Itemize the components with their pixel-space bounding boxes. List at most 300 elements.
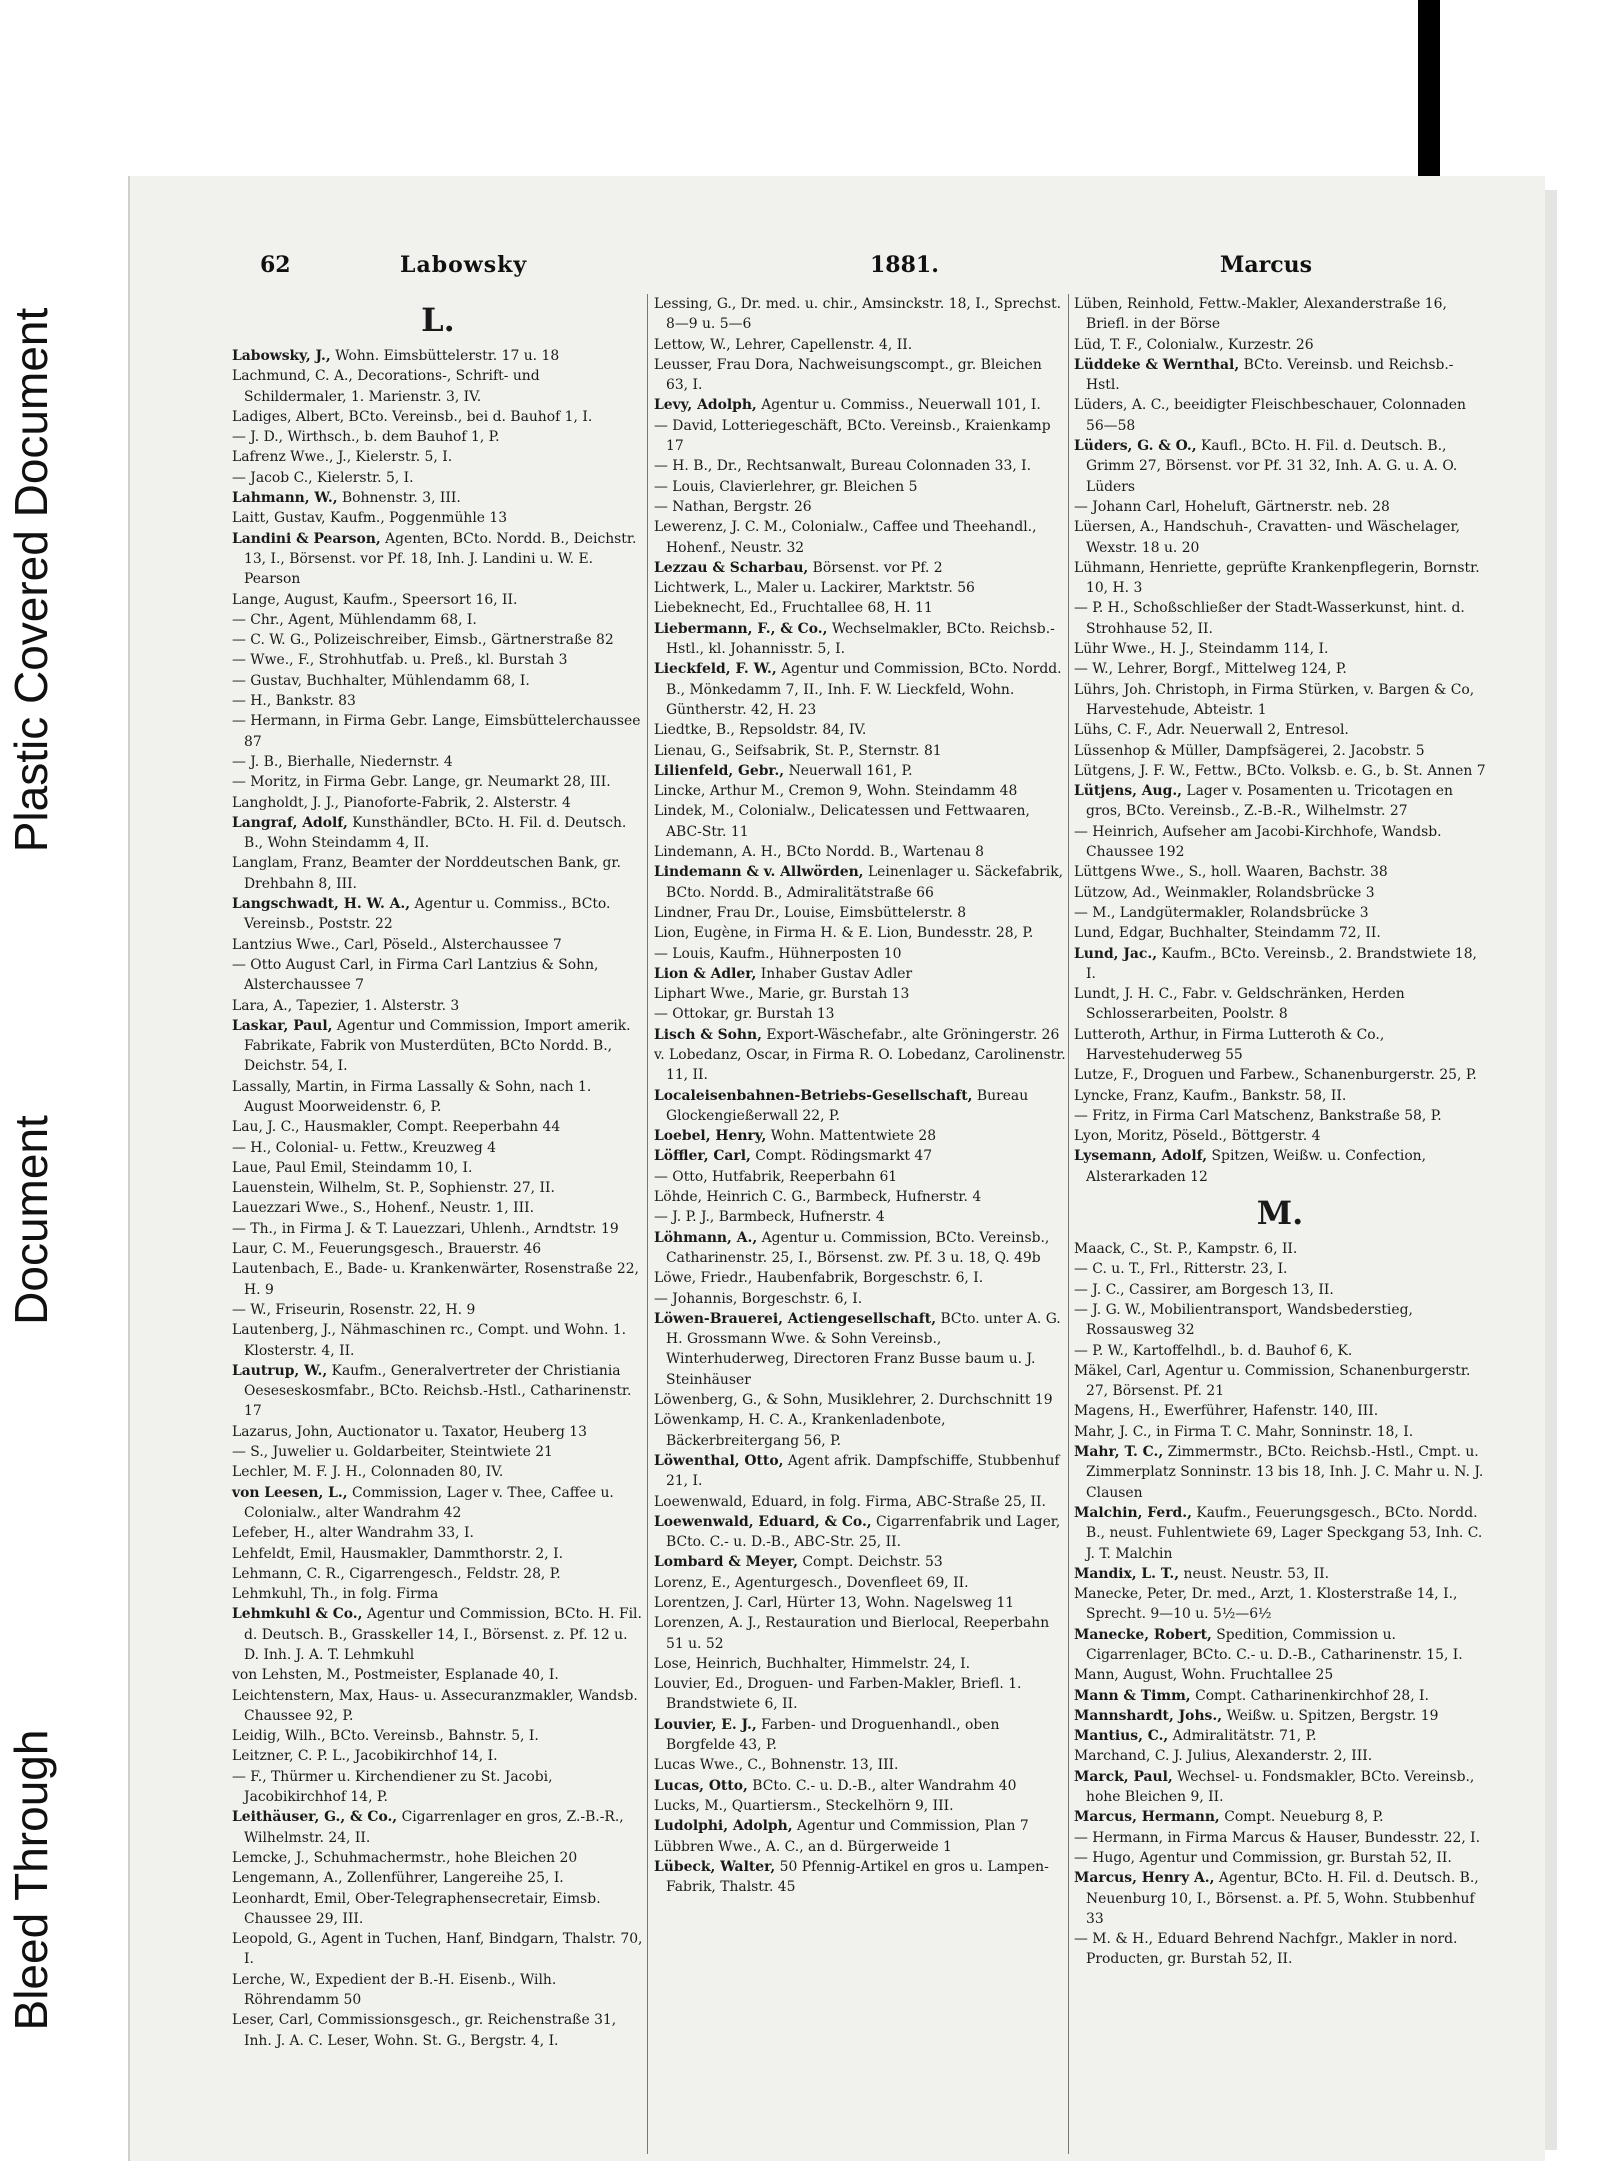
directory-entry xyxy=(654,1512,1066,1553)
directory-entry xyxy=(1074,1665,1486,1685)
directory-entry xyxy=(232,488,644,508)
entry-name: von Leesen, L., xyxy=(232,1484,348,1501)
directory-entry xyxy=(232,1665,644,1685)
entry-text: — Hermann, in Firma Marcus & Hauser, Bundesstr. 22, I. xyxy=(1074,1829,1481,1846)
entry-name: Lindemann & v. Allwörden, xyxy=(654,864,864,881)
entry-text: — Otto, Hutfabrik, Reeperbahn 61 xyxy=(654,1168,898,1185)
entry-text: BCto. C.- u. D.-B., alter Wandrahm 40 xyxy=(752,1777,1017,1794)
directory-entry xyxy=(232,935,644,955)
entry-text: Laur, C. M., Feuerungsgesch., Brauerstr. 46 xyxy=(232,1241,542,1258)
entry-text: Lachmund, C. A., Decorations-, Schrift- und Schildermaler, 1. Marienstr. 3, IV. xyxy=(232,368,540,405)
directory-entry xyxy=(1074,1503,1486,1564)
directory-entry xyxy=(232,1219,644,1239)
entry-name: Lilienfeld, Gebr., xyxy=(654,762,785,779)
directory-entry xyxy=(1074,1239,1486,1259)
entry-text: Agentur u. Commission, BCto. Vereinsb., Catharinenstr. 25, I., Börsenst. zw. Pf. 3 u. 18, Q. 49b xyxy=(666,1229,1050,1266)
entry-text: Agentur und Commission, BCto. H. Fil. d. Deutsch. B., Grasskeller 14, I., Börsenst. z. Pf. 12 u. D. Inh. J. A. T. Lehmkuhl xyxy=(244,1606,642,1663)
entry-text: Leitzner, C. P. L., Jacobikirchhof 14, I. xyxy=(232,1748,498,1765)
directory-entry xyxy=(232,590,644,610)
entry-name: Lund, Jac., xyxy=(1074,945,1158,962)
entry-text: Lützow, Ad., Weinmakler, Rolandsbrücke 3 xyxy=(1074,884,1375,901)
column-divider xyxy=(647,294,648,2154)
entry-text: — Moritz, in Firma Gebr. Lange, gr. Neumarkt 28, III. xyxy=(232,774,611,791)
directory-entry xyxy=(654,1613,1066,1654)
directory-entry xyxy=(654,842,1066,862)
directory-entry xyxy=(232,508,644,528)
entry-text: — Hugo, Agentur und Commission, gr. Burstah 52, II. xyxy=(1074,1849,1452,1866)
directory-entry xyxy=(654,1228,1066,1269)
entry-text: Spedition, Commission u. Cigarrenlager, BCto. C.- u. D.-B., Catharinenstr. 15, I. xyxy=(1086,1626,1463,1663)
entry-text: Admiralitätstr. 71, P. xyxy=(1172,1728,1317,1745)
entry-text: Leinenlager u. Säckefabrik, BCto. Nordd. B., Admiralitätstraße 66 xyxy=(666,864,1064,901)
entry-text: — H., Colonial- u. Fettw., Kreuzweg 4 xyxy=(232,1139,496,1156)
directory-entry xyxy=(232,1807,644,1848)
directory-entry xyxy=(232,1300,644,1320)
entry-text: Lüben, Reinhold, Fettw.-Makler, Alexanderstraße 16, Briefl. in der Börse xyxy=(1074,296,1447,333)
directory-entry xyxy=(1074,1280,1486,1300)
entry-text: — Hermann, in Firma Gebr. Lange, Eimsbüttelerchaussee 87 xyxy=(232,713,641,750)
directory-entry xyxy=(1074,598,1486,639)
directory-entry xyxy=(654,984,1066,1004)
entry-text: — Otto August Carl, in Firma Carl Lantzius & Sohn, Alsterchaussee 7 xyxy=(232,956,599,994)
entry-text: Lühr Wwe., H. J., Steindamm 114, I. xyxy=(1074,641,1329,658)
directory-entry xyxy=(654,1146,1066,1166)
entry-text: Laue, Paul Emil, Steindamm 10, I. xyxy=(232,1159,473,1176)
entry-text: Lutteroth, Arthur, in Firma Lutteroth & Co., Harvestehuderweg 55 xyxy=(1074,1026,1385,1063)
entry-name: Lahmann, W., xyxy=(232,490,338,507)
plastic-covered-document-label: Plastic Covered Document xyxy=(5,307,57,853)
directory-entry xyxy=(1074,883,1486,903)
directory-entry xyxy=(232,955,644,996)
entry-text: Commission, Lager v. Thee, Caffee u. Colonialw., alter Wandrahm 42 xyxy=(244,1484,614,1521)
directory-entry xyxy=(232,1767,644,1808)
directory-entry xyxy=(232,1889,644,1930)
directory-entry xyxy=(654,801,1066,842)
directory-entry xyxy=(232,1016,644,1077)
entry-name: Mahr, T. C., xyxy=(1074,1444,1164,1461)
entry-text: Lehfeldt, Emil, Hausmakler, Dammthorstr. 2, I. xyxy=(232,1545,563,1562)
directory-entry xyxy=(232,1442,644,1462)
entry-text: Lindemann, A. H., BCto Nordd. B., Wartenau 8 xyxy=(654,844,985,861)
entry-text: Lichtwerk, L., Maler u. Lackirer, Marktstr. 56 xyxy=(654,580,975,597)
entry-text: Lau, J. C., Hausmakler, Compt. Reeperbahn 44 xyxy=(232,1119,561,1136)
column-divider xyxy=(1068,294,1069,2154)
entry-name: Levy, Adolph, xyxy=(654,397,757,414)
entry-text: Liedtke, B., Repsoldstr. 84, IV. xyxy=(654,722,867,739)
directory-entry xyxy=(1074,984,1486,1025)
directory-entry xyxy=(654,1309,1066,1390)
entry-text: Lüersen, A., Handschuh-, Cravatten- und Wäschelager, Wexstr. 18 u. 20 xyxy=(1074,519,1461,556)
entry-text: — J. C., Cassirer, am Borgesch 13, II. xyxy=(1074,1281,1334,1298)
entry-name: Lysemann, Adolf, xyxy=(1074,1148,1208,1165)
directory-entry xyxy=(232,752,644,772)
directory-entry xyxy=(654,1796,1066,1816)
entry-text: Ladiges, Albert, BCto. Vereinsb., bei d. Bauhof 1, I. xyxy=(232,408,593,425)
entry-text: — S., Juwelier u. Goldarbeiter, Steintwiete 21 xyxy=(232,1444,553,1461)
entry-name: Louvier, E. J., xyxy=(654,1716,757,1733)
directory-entry xyxy=(654,761,1066,781)
entry-text: Liebeknecht, Ed., Fruchtallee 68, H. 11 xyxy=(654,600,933,617)
directory-entry xyxy=(1074,822,1486,863)
directory-entry xyxy=(232,691,644,711)
directory-entry xyxy=(1074,761,1486,781)
entry-text: — Louis, Clavierlehrer, gr. Bleichen 5 xyxy=(654,478,918,495)
entry-text: Agentur und Commission, Import amerik. Fabrikate, Fabrik von Musterdüten, BCto Nordd. B., Deichstr. 54, I. xyxy=(244,1017,631,1075)
directory-entry xyxy=(232,427,644,447)
column-right xyxy=(1074,294,1486,1970)
directory-entry xyxy=(232,853,644,894)
entry-text: Lüttgens Wwe., S., holl. Waaren, Bachstr. 38 xyxy=(1074,864,1388,881)
directory-entry xyxy=(654,1126,1066,1146)
entry-text: Lüssenhop & Müller, Dampfsägerei, 2. Jacobstr. 5 xyxy=(1074,742,1425,759)
entry-text: Compt. Rödingsmarkt 47 xyxy=(755,1148,933,1165)
entry-text: Cigarrenfabrik und Lager, BCto. C.- u. D.-B., ABC-Str. 25, II. xyxy=(666,1513,1061,1551)
directory-entry xyxy=(654,1715,1066,1756)
entry-name: Mantius, C., xyxy=(1074,1728,1169,1745)
directory-entry xyxy=(1074,1259,1486,1279)
entry-text: Lundt, J. H. C., Fabr. v. Geldschränken, Herden Schlosserarbeiten, Poolstr. 8 xyxy=(1074,986,1405,1023)
directory-entry xyxy=(232,468,644,488)
directory-entry xyxy=(1074,1807,1486,1827)
directory-entry xyxy=(1074,659,1486,679)
entry-text: Bureau Glockengießerwall 22, P. xyxy=(666,1087,1029,1124)
entry-text: Manecke, Peter, Dr. med., Arzt, 1. Klosterstraße 14, I., Sprecht. 9—10 u. 5½—6½ xyxy=(1074,1586,1458,1623)
entry-name: Lion & Adler, xyxy=(654,965,757,982)
entry-name: Lisch & Sohn, xyxy=(654,1026,762,1043)
directory-entry xyxy=(232,772,644,792)
directory-entry xyxy=(654,923,1066,943)
directory-entry xyxy=(1074,1929,1486,1970)
directory-entry xyxy=(1074,1025,1486,1066)
entry-name: Localeisenbahnen-Betriebs-Gesellschaft, xyxy=(654,1087,973,1104)
directory-entry xyxy=(654,720,1066,740)
entry-name: Lombard & Meyer, xyxy=(654,1554,798,1571)
entry-text: — J. B., Bierhalle, Niedernstr. 4 xyxy=(232,753,453,770)
directory-entry xyxy=(232,1158,644,1178)
entry-text: Lemcke, J., Schuhmachermstr., hohe Bleichen 20 xyxy=(232,1849,578,1866)
directory-entry xyxy=(232,610,644,630)
entry-text: Löhde, Heinrich C. G., Barmbeck, Hufnerstr. 4 xyxy=(654,1189,982,1206)
directory-entry xyxy=(232,1604,644,1665)
entry-text: Lafrenz Wwe., J., Kielerstr. 5, I. xyxy=(232,449,453,466)
entry-text: Lefeber, H., alter Wandrahm 33, I. xyxy=(232,1525,474,1542)
entry-text: Lantzius Wwe., Carl, Pöseld., Alsterchaussee 7 xyxy=(232,936,562,953)
directory-entry xyxy=(1074,1086,1486,1106)
entry-name: Marcus, Hermann, xyxy=(1074,1809,1220,1826)
directory-entry xyxy=(232,1138,644,1158)
entry-text: — Heinrich, Aufseher am Jacobi-Kirchhofe, Wandsb. Chaussee 192 xyxy=(1074,823,1442,861)
directory-entry xyxy=(654,1776,1066,1796)
directory-entry xyxy=(654,558,1066,578)
entry-name: Mann & Timm, xyxy=(1074,1687,1191,1704)
directory-entry xyxy=(1074,903,1486,923)
entry-text: Loewenwald, Eduard, in folg. Firma, ABC-Straße 25, II. xyxy=(654,1493,1046,1510)
entry-text: Maack, C., St. P., Kampstr. 6, II. xyxy=(1074,1241,1298,1258)
entry-text: Lettow, W., Lehrer, Capellenstr. 4, II. xyxy=(654,336,913,353)
directory-entry xyxy=(1074,1706,1486,1726)
directory-entry xyxy=(232,447,644,467)
directory-entry xyxy=(654,1390,1066,1410)
directory-entry xyxy=(232,1746,644,1766)
entry-text: Agentur und Commission, BCto. Nordd. B., Mönkedamm 7, II., Inh. F. W. Lieckfeld, Wohn. Güntherstr. 42, H. 23 xyxy=(666,661,1062,718)
entry-name: Löhmann, A., xyxy=(654,1229,758,1246)
directory-entry xyxy=(232,1178,644,1198)
entry-text: Lüders, A. C., beeidigter Fleischbeschauer, Colonnaden 56—58 xyxy=(1074,397,1466,434)
directory-entry xyxy=(1074,1442,1486,1503)
entry-text: Lion, Eugène, in Firma H. & E. Lion, Bundesstr. 28, P. xyxy=(654,925,1034,942)
directory-entry xyxy=(232,1361,644,1422)
entry-text: — Ottokar, gr. Burstah 13 xyxy=(654,1006,835,1023)
entry-text: Mahr, J. C., in Firma T. C. Mahr, Sonninstr. 18, I. xyxy=(1074,1423,1414,1440)
directory-entry xyxy=(654,497,1066,517)
directory-entry xyxy=(1074,1422,1486,1442)
directory-entry xyxy=(232,1462,644,1482)
directory-entry xyxy=(654,1167,1066,1187)
entry-text: Agenten, BCto. Nordd. B., Deichstr. 13, I., Börsenst. vor Pf. 18, Inh. J. Landini u. W. E. Pearson xyxy=(244,530,637,588)
entry-text: Lienau, G., Seifsabrik, St. P., Sternstr. 81 xyxy=(654,742,942,759)
entry-text: Wechsel- u. Fondsmakler, BCto. Vereinsb., hohe Bleichen 9, II. xyxy=(1086,1768,1475,1806)
directory-entry xyxy=(232,1422,644,1442)
directory-entry xyxy=(654,1004,1066,1024)
directory-entry xyxy=(1074,395,1486,436)
entry-text: Lazarus, John, Auctionator u. Taxator, Heuberg 13 xyxy=(232,1423,587,1440)
directory-entry xyxy=(654,659,1066,720)
directory-entry xyxy=(232,1686,644,1727)
entry-text: Kaufm., BCto. Vereinsb., 2. Brandstwiete 18, I. xyxy=(1086,945,1477,982)
entry-text: Lucks, M., Quartiersm., Steckelhörn 9, III. xyxy=(654,1797,954,1814)
entry-text: Lara, A., Tapezier, 1. Alsterstr. 3 xyxy=(232,997,460,1014)
entry-text: — H. B., Dr., Rechtsanwalt, Bureau Colonnaden 33, I. xyxy=(654,458,1032,475)
entry-name: Malchin, Ferd., xyxy=(1074,1504,1192,1521)
directory-entry xyxy=(1074,1065,1486,1085)
entry-text: Lütgens, J. F. W., Fettw., BCto. Volksb. e. G., b. St. Annen 7 xyxy=(1074,762,1486,779)
header-right-word: Marcus xyxy=(1220,252,1312,278)
entry-text: Lehmann, C. R., Cigarrengesch., Feldstr. 28, P. xyxy=(232,1565,561,1582)
document-label: Document xyxy=(5,1115,57,1325)
directory-entry xyxy=(232,1970,644,2011)
entry-text: Wohn. Mattentwiete 28 xyxy=(770,1128,937,1145)
entry-text: Lassally, Martin, in Firma Lassally & Sohn, nach 1. August Moorweidenstr. 6, P. xyxy=(232,1078,592,1115)
entry-name: Loewenwald, Eduard, & Co., xyxy=(654,1513,872,1530)
section-letter: L. xyxy=(421,301,455,339)
directory-entry xyxy=(654,1045,1066,1086)
entry-text: Laitt, Gustav, Kaufm., Poggenmühle 13 xyxy=(232,510,508,527)
directory-entry xyxy=(1074,497,1486,517)
entry-text: Kunsthändler, BCto. H. Fil. d. Deutsch. B., Wohn Steindamm 4, II. xyxy=(244,814,627,852)
page-number: 62 xyxy=(260,252,291,278)
entry-text: Lauenstein, Wilhelm, St. P., Sophienstr. 27, II. xyxy=(232,1180,555,1197)
entry-text: — Johann Carl, Hoheluft, Gärtnerstr. neb. 28 xyxy=(1074,498,1390,515)
directory-entry xyxy=(654,1654,1066,1674)
entry-text: Bohnenstr. 3, III. xyxy=(341,490,461,507)
directory-entry xyxy=(654,1755,1066,1775)
entry-text: — P. W., Kartoffelhdl., b. d. Bauhof 6, K. xyxy=(1074,1342,1353,1359)
directory-entry xyxy=(232,813,644,854)
directory-entry xyxy=(232,996,644,1016)
header-year: 1881. xyxy=(870,252,939,278)
entry-name: Marcus, Henry A., xyxy=(1074,1870,1215,1887)
entry-text: — Th., in Firma J. & T. Lauezzari, Uhlenh., Arndtstr. 19 xyxy=(232,1220,619,1237)
entry-text: Mäkel, Carl, Agentur u. Commission, Schanenburgerstr. 27, Börsenst. Pf. 21 xyxy=(1074,1362,1471,1400)
entry-text: Wechselmakler, BCto. Reichsb.-Hstl., kl. Johannisstr. 5, I. xyxy=(666,620,1055,658)
entry-text: neust. Neustr. 53, II. xyxy=(1183,1565,1330,1582)
directory-entry xyxy=(654,416,1066,457)
header-left-word: Labowsky xyxy=(400,252,528,278)
directory-entry xyxy=(1074,1767,1486,1808)
directory-entry xyxy=(654,741,1066,761)
entry-name: Mannshardt, Johs., xyxy=(1074,1707,1223,1724)
entry-text: Leopold, G., Agent in Tuchen, Hanf, Bindgarn, Thalstr. 70, I. xyxy=(232,1931,643,1968)
entry-text: Lindek, M., Colonialw., Delicatessen und Fettwaaren, ABC-Str. 11 xyxy=(654,803,1030,840)
directory-entry xyxy=(654,1816,1066,1836)
directory-entry xyxy=(1074,558,1486,599)
directory-entry xyxy=(1074,680,1486,721)
entry-name: Löwenthal, Otto, xyxy=(654,1452,784,1469)
entry-text: Louvier, Ed., Droguen- und Farben-Makler, Briefl. 1. Brandstwiete 6, II. xyxy=(654,1676,1022,1713)
directory-entry xyxy=(232,1726,644,1746)
entry-text: Löwenkamp, H. C. A., Krankenladenbote, Bäckerbreitergang 56, P. xyxy=(654,1412,946,1449)
entry-text: Lühmann, Henriette, geprüfte Krankenpflegerin, Bornstr. 10, H. 3 xyxy=(1074,559,1480,597)
entry-name: Löffler, Carl, xyxy=(654,1148,751,1165)
directory-entry xyxy=(654,355,1066,396)
directory-entry xyxy=(654,1025,1066,1045)
entry-text: Lorentzen, J. Carl, Hürter 13, Wohn. Nagelsweg 11 xyxy=(654,1595,1015,1611)
entry-text: Börsenst. vor Pf. 2 xyxy=(812,559,943,576)
directory-entry xyxy=(232,366,644,407)
entry-name: Lieckfeld, F. W., xyxy=(654,661,777,678)
entry-name: Lautrup, W., xyxy=(232,1362,328,1379)
entry-text: — W., Lehrer, Borgf., Mittelweg 124, P. xyxy=(1074,661,1347,678)
directory-entry xyxy=(232,1198,644,1218)
directory-entry xyxy=(1074,781,1486,822)
directory-entry xyxy=(232,2010,644,2051)
directory-entry xyxy=(232,407,644,427)
directory-entry xyxy=(654,335,1066,355)
directory-entry xyxy=(654,1674,1066,1715)
directory-entry xyxy=(1074,1868,1486,1929)
entry-text: — Wwe., F., Strohhutfab. u. Preß., kl. Burstah 3 xyxy=(232,652,568,669)
entry-text: Mann, August, Wohn. Fruchtallee 25 xyxy=(1074,1667,1334,1684)
directory-entry xyxy=(232,1523,644,1543)
directory-entry xyxy=(1074,1746,1486,1766)
entry-text: Lund, Edgar, Buchhalter, Steindamm 72, II. xyxy=(1074,925,1381,942)
entry-text: — C. u. T., Frl., Ritterstr. 23, I. xyxy=(1074,1261,1288,1278)
entry-text: Leser, Carl, Commissionsgesch., gr. Reichenstraße 31, Inh. J. A. C. Leser, Wohn. St. G., Bergstr. 4, I. xyxy=(232,2012,617,2049)
directory-entry xyxy=(232,711,644,752)
entry-text: Leonhardt, Emil, Ober-Telegraphensecretair, Eimsb. Chaussee 29, III. xyxy=(232,1890,601,1927)
directory-entry xyxy=(1074,1106,1486,1126)
entry-name: Leithäuser, G., & Co., xyxy=(232,1809,398,1826)
entry-text: Wohn. Eimsbüttelerstr. 17 u. 18 xyxy=(335,348,560,364)
directory-entry xyxy=(654,903,1066,923)
directory-entry xyxy=(1074,944,1486,985)
directory-entry xyxy=(1074,1848,1486,1868)
directory-entry xyxy=(1074,1686,1486,1706)
directory-entry xyxy=(654,1451,1066,1492)
directory-entry xyxy=(1074,1126,1486,1146)
entry-text: — Gustav, Buchhalter, Mühlendamm 68, I. xyxy=(232,672,530,689)
entry-text: Magens, H., Ewerführer, Hafenstr. 140, III. xyxy=(1074,1403,1379,1420)
page-header xyxy=(130,176,1545,276)
entry-text: Löwe, Friedr., Haubenfabrik, Borgeschstr. 6, I. xyxy=(654,1270,984,1287)
entry-text: — J. D., Wirthsch., b. dem Bauhof 1, P. xyxy=(232,429,500,446)
entry-text: Lüd, T. F., Colonialw., Kurzestr. 26 xyxy=(1074,336,1314,353)
directory-entry xyxy=(654,456,1066,476)
entry-text: — F., Thürmer u. Kirchendiener zu St. Jacobi, Jacobikirchhof 14, P. xyxy=(232,1768,553,1806)
directory-entry xyxy=(654,1492,1066,1512)
entry-text: Weißw. u. Spitzen, Bergstr. 19 xyxy=(1226,1707,1439,1724)
top-edge-marker xyxy=(1418,0,1440,176)
entry-text: — W., Friseurin, Rosenstr. 22, H. 9 xyxy=(232,1301,476,1318)
entry-text: Lorenz, E., Agenturgesch., Dovenfleet 69, II. xyxy=(654,1574,969,1591)
entry-text: — M. & H., Eduard Behrend Nachfgr., Makler in nord. Producten, gr. Burstah 52, II. xyxy=(1074,1931,1458,1968)
entry-text: Lerche, W., Expedient der B.-H. Eisenb., Wilh. Röhrendamm 50 xyxy=(232,1971,557,2009)
entry-text: BCto. Vereinsb. und Reichsb.-Hstl. xyxy=(1086,356,1454,394)
directory-entry xyxy=(654,598,1066,618)
directory-entry xyxy=(232,793,644,813)
entry-text: — Johannis, Borgeschstr. 6, I. xyxy=(654,1290,863,1307)
directory-entry xyxy=(654,578,1066,598)
entry-name: Laskar, Paul, xyxy=(232,1017,333,1034)
directory-entry xyxy=(654,781,1066,801)
entry-name: Lucas, Otto, xyxy=(654,1777,748,1794)
directory-entry xyxy=(654,1410,1066,1451)
entry-text: Lindner, Frau Dr., Louise, Eimsbüttelerstr. 8 xyxy=(654,904,967,921)
directory-entry xyxy=(654,1857,1066,1898)
directory-entry xyxy=(232,1239,644,1259)
entry-text: — C. W. G., Polizeischreiber, Eimsb., Gärtnerstraße 82 xyxy=(232,632,614,649)
directory-entry xyxy=(654,1187,1066,1207)
entry-text: — Jacob C., Kielerstr. 5, I. xyxy=(232,469,414,486)
entry-text: Agentur u. Commiss., BCto. Vereinsb., Poststr. 22 xyxy=(244,896,611,933)
directory-entry xyxy=(654,1593,1066,1613)
directory-entry xyxy=(232,630,644,650)
directory-entry xyxy=(1074,1584,1486,1625)
entry-text: Langlam, Franz, Beamter der Norddeutschen Bank, gr. Drehbahn 8, III. xyxy=(232,855,621,892)
entry-text: Lühs, C. F., Adr. Neuerwall 2, Entresol. xyxy=(1074,722,1349,739)
entry-text: — Chr., Agent, Mühlendamm 68, I. xyxy=(232,611,477,628)
entry-name: Lüders, G. & O., xyxy=(1074,438,1197,455)
entry-text: Neuerwall 161, P. xyxy=(788,762,913,779)
entry-text: Lyon, Moritz, Pöseld., Böttgerstr. 4 xyxy=(1074,1128,1321,1145)
entry-name: Langraf, Adolf, xyxy=(232,814,348,831)
directory-entry xyxy=(232,1564,644,1584)
entry-text: Lübbren Wwe., A. C., an d. Bürgerweide 1 xyxy=(654,1838,952,1855)
directory-entry xyxy=(232,1077,644,1118)
entry-text: Lager v. Posamenten u. Tricotagen en gros, BCto. Vereinsb., Z.-B.-R., Wilhelmstr. 27 xyxy=(1086,783,1453,820)
directory-entry xyxy=(654,1268,1066,1288)
entry-text: — Nathan, Bergstr. 26 xyxy=(654,498,812,515)
entry-text: Lyncke, Franz, Kaufm., Bankstr. 58, II. xyxy=(1074,1087,1347,1104)
directory-entry xyxy=(1074,436,1486,497)
directory-entry xyxy=(232,1848,644,1868)
directory-entry xyxy=(1074,720,1486,740)
entry-text: Lautenbach, E., Bade- u. Krankenwärter, Rosenstraße 22, H. 9 xyxy=(232,1261,639,1298)
directory-entry xyxy=(1074,639,1486,659)
directory-entry xyxy=(1074,335,1486,355)
entry-name: Loebel, Henry, xyxy=(654,1128,767,1145)
entry-name: Lübeck, Walter, xyxy=(654,1858,776,1875)
entry-text: Agentur u. Commiss., Neuerwall 101, I. xyxy=(761,397,1041,414)
column-middle xyxy=(654,294,1066,1897)
entry-text: Lautenberg, J., Nähmaschinen rc., Compt. und Wohn. 1. Klosterstr. 4, II. xyxy=(232,1322,627,1359)
directory-entry xyxy=(1074,1564,1486,1584)
entry-text: BCto. unter A. G. H. Grossmann Wwe. & Sohn Vereinsb., Winterhuderweg, Directoren Franz Busse baum u. J. Steinhäuser xyxy=(666,1310,1061,1388)
directory-entry xyxy=(232,894,644,935)
entry-text: — M., Landgütermakler, Rolandsbrücke 3 xyxy=(1074,904,1369,921)
entry-text: Lehmkuhl, Th., in folg. Firma xyxy=(232,1586,439,1603)
directory-entry xyxy=(654,862,1066,903)
